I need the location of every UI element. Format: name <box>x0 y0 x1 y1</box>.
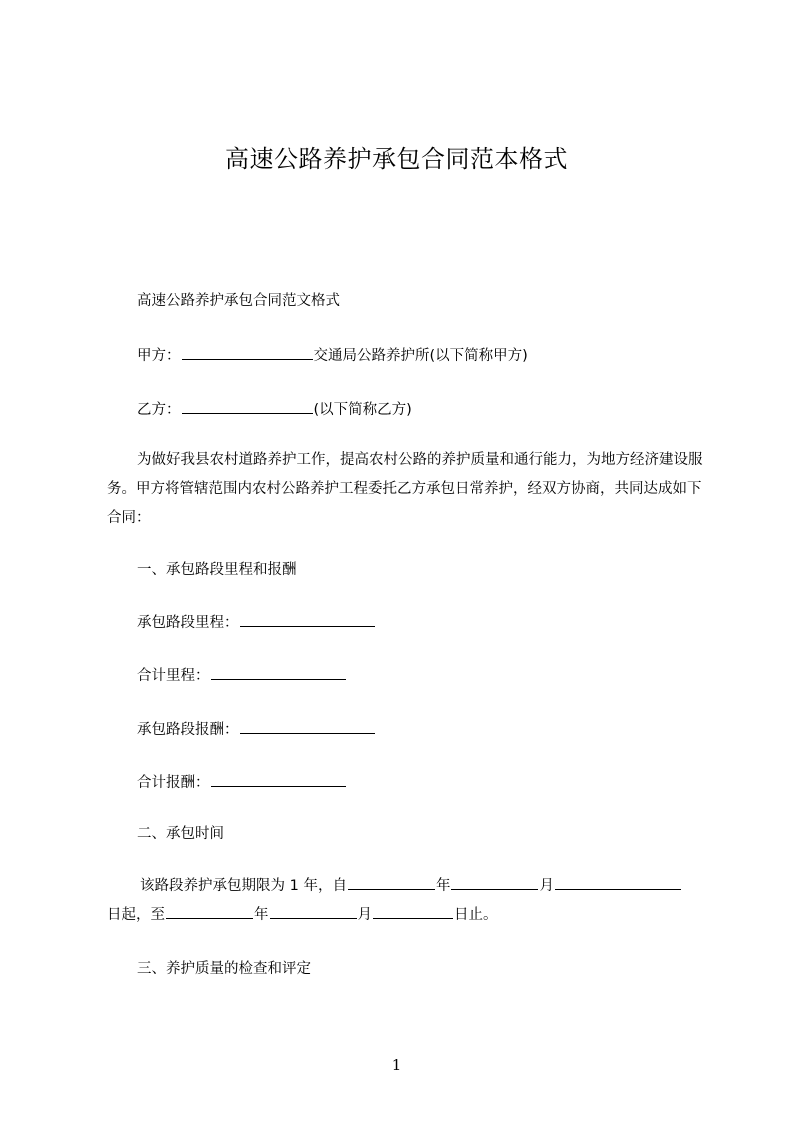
end-month-blank <box>270 904 357 919</box>
period-year-2: 年 <box>254 907 269 923</box>
party-a-label: 甲方： <box>137 348 181 364</box>
end-day-blank <box>373 904 453 919</box>
mileage-label: 承包路段里程： <box>137 615 239 631</box>
total-mileage-label: 合计里程： <box>137 668 210 684</box>
intro-paragraph: 为做好我县农村道路养护工作，提高农村公路的养护质量和通行能力，为地方经济建设服务。甲方将管辖范围内农村公路养护工程委托乙方承包日常养护，经双方协商，共同达成如下合同： <box>107 452 703 526</box>
party-b-blank <box>182 399 313 414</box>
total-payment-line <box>137 772 347 793</box>
document-subtitle: 高速公路养护承包合同范文格式 <box>137 293 340 309</box>
page-number: 1 <box>391 1056 402 1074</box>
start-day-blank <box>555 875 681 890</box>
period-line-1 <box>107 872 707 901</box>
payment-line <box>137 719 376 740</box>
period-paragraph <box>107 872 707 930</box>
period-year: 年 <box>435 878 451 894</box>
total-mileage-line <box>137 665 347 686</box>
payment-blank <box>240 719 375 734</box>
period-text-1: 该路段养护承包期限为 1 年，自 <box>140 878 347 894</box>
section2-heading: 二、承包时间 <box>137 826 224 842</box>
mileage-blank <box>240 612 375 627</box>
total-mileage-blank <box>211 665 346 680</box>
mileage-line <box>137 612 376 633</box>
section3-heading: 三、养护质量的检查和评定 <box>137 961 311 977</box>
end-year-blank <box>166 904 253 919</box>
total-payment-blank <box>211 772 346 787</box>
party-a-blank <box>182 345 313 360</box>
start-year-blank <box>348 875 435 890</box>
period-month-2: 月 <box>357 907 372 923</box>
period-end: 日止。 <box>454 907 498 923</box>
section1-heading: 一、承包路段里程和报酬 <box>137 562 297 578</box>
party-a-suffix: 交通局公路养护所(以下简称甲方) <box>313 348 528 364</box>
party-b-line <box>137 399 412 420</box>
period-line-2 <box>107 901 707 930</box>
period-day-from: 日起，至 <box>107 907 165 923</box>
period-month: 月 <box>539 878 554 894</box>
party-b-suffix: (以下简称乙方) <box>313 402 412 418</box>
payment-label: 承包路段报酬： <box>137 722 239 738</box>
party-a-line <box>137 345 528 366</box>
document-title: 高速公路养护承包合同范本格式 <box>225 145 568 173</box>
party-b-label: 乙方： <box>137 402 181 418</box>
start-month-blank <box>451 875 538 890</box>
total-payment-label: 合计报酬： <box>137 775 210 791</box>
